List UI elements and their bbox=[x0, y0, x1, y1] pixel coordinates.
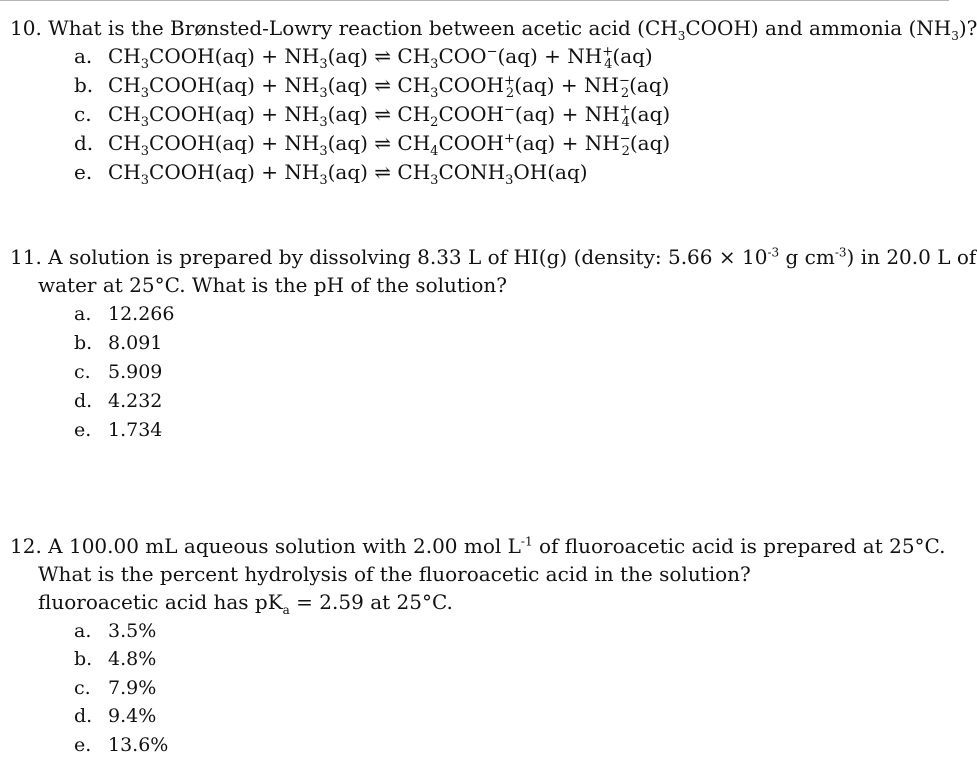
eq-text: (aq) + NH bbox=[514, 73, 619, 97]
option-text: 7.9% bbox=[108, 677, 157, 699]
subscript: 3 bbox=[140, 57, 150, 72]
prompt-text: g cm bbox=[779, 245, 835, 269]
prompt-text: = 2.59 at 25°C. bbox=[289, 590, 453, 614]
subscript: 2 bbox=[505, 86, 515, 101]
question-number: 10. bbox=[10, 16, 42, 40]
option-11a bbox=[74, 303, 174, 325]
question-11-prompt-line1 bbox=[10, 243, 977, 271]
option-letter: d. bbox=[74, 705, 93, 727]
subscript: 2 bbox=[621, 144, 630, 159]
subscript: 2 bbox=[620, 86, 630, 101]
option-letter: a. bbox=[74, 620, 92, 642]
subscript: 3 bbox=[140, 144, 150, 159]
subscript: 3 bbox=[951, 29, 959, 43]
option-text: 3.5% bbox=[108, 620, 157, 642]
prompt-text: fluoroacetic acid has pK bbox=[38, 590, 283, 614]
question-11-prompt-line2: water at 25°C. What is the pH of the solution? bbox=[38, 273, 507, 297]
subscript: 3 bbox=[140, 86, 150, 101]
prompt-text: A solution is prepared by dissolving 8.33 L of HI(g) (density: 5.66 × 10 bbox=[48, 245, 768, 269]
superscript: + bbox=[504, 131, 515, 147]
eq-text: OH(aq) bbox=[513, 160, 588, 184]
subscript: 3 bbox=[140, 173, 150, 188]
subscript: a bbox=[282, 603, 290, 617]
option-letter: e. bbox=[74, 419, 92, 441]
prompt-text: of fluoroacetic acid is prepared at 25°C. bbox=[532, 534, 946, 558]
eq-text: (aq) bbox=[629, 73, 670, 97]
prompt-text: What is the Brønsted-Lowry reaction between acetic acid (CH bbox=[48, 16, 678, 40]
subscript: 4 bbox=[604, 57, 613, 72]
option-text: 1.734 bbox=[108, 419, 163, 441]
eq-text: (aq) bbox=[629, 102, 671, 126]
subscript: 3 bbox=[505, 173, 514, 188]
option-letter: e. bbox=[74, 734, 92, 756]
option-10d bbox=[74, 131, 671, 159]
subscript: 3 bbox=[430, 57, 439, 72]
eq-text: (aq) ⇌ CH bbox=[327, 102, 431, 126]
option-12d bbox=[74, 705, 156, 727]
option-12b bbox=[74, 648, 156, 670]
superscript: − bbox=[486, 44, 498, 60]
option-letter: a. bbox=[74, 303, 92, 325]
question-12-prompt-line2: What is the percent hydrolysis of the fluoroacetic acid in the solution? bbox=[38, 562, 751, 586]
eq-text: CH bbox=[108, 73, 141, 97]
option-text: 8.091 bbox=[108, 332, 163, 354]
prompt-text: ) in 20.0 L of bbox=[846, 245, 977, 269]
option-letter: c. bbox=[74, 102, 92, 126]
option-12a bbox=[74, 620, 156, 642]
eq-text: COO bbox=[438, 44, 487, 68]
subscript: 4 bbox=[430, 144, 439, 159]
superscript: + bbox=[602, 44, 614, 60]
subscript: 2 bbox=[430, 115, 439, 130]
subscript: 3 bbox=[677, 29, 686, 43]
superscript: -3 bbox=[767, 245, 780, 260]
option-text: 9.4% bbox=[108, 705, 157, 727]
option-letter: c. bbox=[74, 361, 91, 383]
superscript: − bbox=[504, 102, 515, 118]
option-12e bbox=[74, 734, 168, 756]
superscript: -3 bbox=[834, 245, 847, 260]
subscript: 3 bbox=[430, 173, 439, 188]
eq-text: (aq) + NH bbox=[514, 102, 620, 126]
eq-text: (aq) ⇌ CH bbox=[327, 44, 431, 68]
option-10e bbox=[74, 160, 588, 188]
eq-text: (aq) + NH bbox=[514, 131, 620, 155]
option-text: 4.232 bbox=[108, 390, 163, 412]
eq-text: COOH(aq) + NH bbox=[149, 160, 320, 184]
superscript: + bbox=[504, 73, 515, 89]
eq-text: (aq) ⇌ CH bbox=[327, 160, 431, 184]
eq-text: CONH bbox=[438, 160, 506, 184]
eq-text: CH bbox=[108, 102, 141, 126]
option-text: 12.266 bbox=[108, 303, 175, 325]
eq-text: COOH(aq) + NH bbox=[149, 131, 320, 155]
option-11e bbox=[74, 419, 162, 441]
eq-text: (aq) ⇌ CH bbox=[327, 73, 431, 97]
subscript: 3 bbox=[140, 115, 150, 130]
option-11b bbox=[74, 332, 162, 354]
option-10a bbox=[74, 44, 653, 72]
eq-text: COOH(aq) + NH bbox=[149, 102, 320, 126]
subscript: 3 bbox=[319, 115, 328, 130]
superscript: − bbox=[618, 73, 630, 89]
option-letter: a. bbox=[74, 44, 93, 68]
subscript: 3 bbox=[319, 144, 328, 159]
eq-text: COOH bbox=[438, 131, 504, 155]
question-12-prompt-line1 bbox=[10, 532, 946, 560]
question-number: 12. bbox=[10, 534, 42, 558]
option-11d bbox=[74, 390, 162, 412]
subscript: 4 bbox=[621, 115, 630, 130]
option-12c bbox=[74, 677, 156, 699]
prompt-text: )? bbox=[958, 16, 977, 40]
eq-text: CH bbox=[108, 160, 141, 184]
option-letter: b. bbox=[74, 648, 93, 670]
eq-text: COOH(aq) + NH bbox=[149, 73, 320, 97]
question-number: 11. bbox=[10, 245, 42, 269]
option-letter: e. bbox=[74, 160, 93, 184]
option-letter: c. bbox=[74, 677, 91, 699]
eq-text: (aq) + NH bbox=[497, 44, 603, 68]
option-10b bbox=[74, 73, 670, 101]
question-12-prompt-line3 bbox=[10, 588, 940, 616]
option-letter: b. bbox=[74, 73, 94, 97]
eq-text: (aq) bbox=[612, 44, 653, 68]
top-divider bbox=[0, 0, 949, 1]
option-letter: b. bbox=[74, 332, 93, 354]
question-11 bbox=[10, 243, 977, 299]
eq-text: COOH bbox=[438, 73, 504, 97]
option-11c bbox=[74, 361, 162, 383]
option-text: 13.6% bbox=[108, 734, 169, 756]
option-10c bbox=[74, 102, 671, 130]
eq-text: (aq) bbox=[629, 131, 671, 155]
eq-text: COOH(aq) + NH bbox=[149, 44, 320, 68]
subscript: 3 bbox=[319, 173, 328, 188]
superscript: + bbox=[619, 102, 631, 118]
subscript: 3 bbox=[319, 57, 328, 72]
prompt-text: COOH) and ammonia (NH bbox=[685, 16, 952, 40]
eq-text: (aq) ⇌ CH bbox=[327, 131, 431, 155]
question-12 bbox=[10, 532, 946, 617]
option-text: 5.909 bbox=[108, 361, 163, 383]
prompt-text: A 100.00 mL aqueous solution with 2.00 mol L bbox=[48, 534, 521, 558]
subscript: 3 bbox=[319, 86, 328, 101]
subscript: 3 bbox=[430, 86, 439, 101]
eq-text: COOH bbox=[438, 102, 504, 126]
question-10-prompt bbox=[10, 14, 977, 43]
option-letter: d. bbox=[74, 131, 94, 155]
eq-text: CH bbox=[108, 131, 141, 155]
superscript: − bbox=[619, 131, 631, 147]
superscript: -1 bbox=[520, 534, 533, 549]
eq-text: CH bbox=[108, 44, 141, 68]
question-10 bbox=[10, 14, 977, 43]
option-text: 4.8% bbox=[108, 648, 157, 670]
option-letter: d. bbox=[74, 390, 93, 412]
